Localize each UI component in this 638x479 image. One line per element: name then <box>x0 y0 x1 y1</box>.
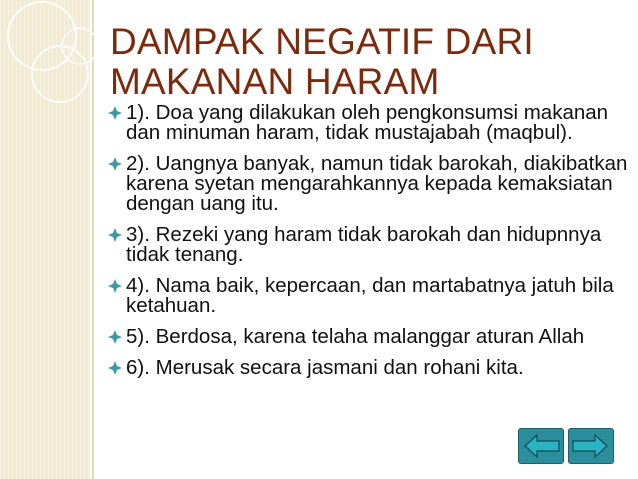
diamond-bullet-icon <box>108 157 122 171</box>
slide-navigation <box>518 428 614 464</box>
arrow-right-icon <box>569 429 613 463</box>
list-item <box>108 358 628 378</box>
list-item <box>108 103 628 143</box>
list-item <box>108 154 628 214</box>
slide-title: DAMPAK NEGATIF DARI MAKANAN HARAM <box>110 21 534 102</box>
list-item <box>108 327 628 347</box>
list-item-text: 4). Nama baik, kepercaan, dan martabatnya jatuh bila ketahuan. <box>126 274 614 317</box>
diamond-bullet-icon <box>108 279 122 293</box>
arrow-left-icon <box>519 429 563 463</box>
previous-slide-button[interactable] <box>518 428 564 464</box>
list-item-text: 2). Uangnya banyak, namun tidak barokah, diakibatkan karena syetan mengarahkannya kepada kemaksiatan dengan uang itu. <box>126 152 628 215</box>
diamond-bullet-icon <box>108 106 122 120</box>
list-item-text: 3). Rezeki yang haram tidak barokah dan hidupnnya tidak tenang. <box>126 223 602 266</box>
diamond-bullet-icon <box>108 228 122 242</box>
next-slide-button[interactable] <box>568 428 614 464</box>
bullet-list <box>108 103 628 389</box>
decorative-circles <box>0 0 94 479</box>
diamond-bullet-icon <box>108 330 122 344</box>
list-item <box>108 225 628 265</box>
list-item <box>108 276 628 316</box>
list-item-text: 5). Berdosa, karena telaha malanggar aturan Allah <box>126 325 585 348</box>
list-item-text: 1). Doa yang dilakukan oleh pengkonsumsi makanan dan minuman haram, tidak mustajabah (maqbul). <box>126 101 609 144</box>
list-item-text: 6). Merusak secara jasmani dan rohani kita. <box>126 356 524 379</box>
diamond-bullet-icon <box>108 361 122 375</box>
